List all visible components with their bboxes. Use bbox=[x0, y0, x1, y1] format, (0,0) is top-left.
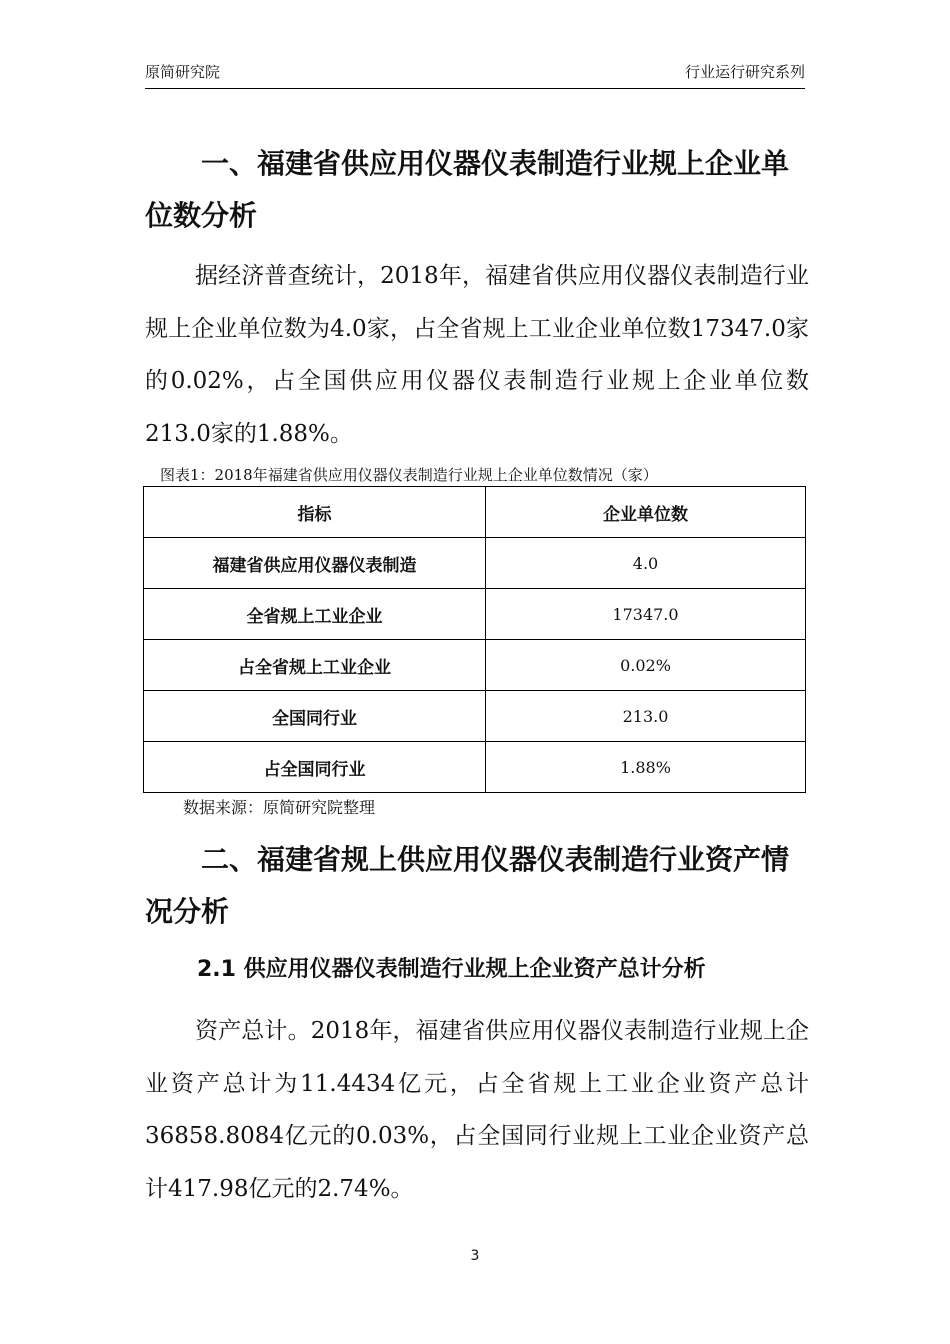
header-count: 企业单位数 bbox=[486, 487, 806, 538]
page-number: 3 bbox=[470, 1248, 480, 1264]
table-row bbox=[144, 742, 806, 793]
page-header bbox=[145, 62, 805, 89]
row-label: 全国同行业 bbox=[144, 691, 486, 742]
table-source: 数据来源：原简研究院整理 bbox=[183, 798, 376, 817]
row-value: 17347.0 bbox=[486, 589, 806, 640]
row-label: 占全国同行业 bbox=[144, 742, 486, 793]
section1-paragraph: 据经济普查统计，2018年，福建省供应用仪器仪表制造行业规上企业单位数为4.0家，占全省规上工业企业单位数17347.0家的0.02%，占全国供应用仪器仪表制造行业规上企业单位数213.0家的1.88%。 bbox=[145, 263, 809, 447]
row-label: 占全省规上工业企业 bbox=[144, 640, 486, 691]
table-row bbox=[144, 640, 806, 691]
section2-subtitle: 2.1 供应用仪器仪表制造行业规上企业资产总计分析 bbox=[197, 957, 706, 982]
section1-title: 一、福建省供应用仪器仪表制造行业规上企业单位数分析 bbox=[145, 147, 790, 232]
table-row bbox=[144, 538, 806, 589]
header-org: 原简研究院 bbox=[145, 63, 221, 81]
table-caption: 图表1：2018年福建省供应用仪器仪表制造行业规上企业单位数情况（家） bbox=[160, 466, 658, 484]
row-value: 4.0 bbox=[486, 538, 806, 589]
table-header-row bbox=[144, 487, 806, 538]
table-row bbox=[144, 589, 806, 640]
data-table bbox=[143, 486, 806, 793]
table-row bbox=[144, 691, 806, 742]
row-label: 福建省供应用仪器仪表制造 bbox=[144, 538, 486, 589]
section2-paragraph: 资产总计。2018年，福建省供应用仪器仪表制造行业规上企业资产总计为11.4434亿元，占全省规上工业企业资产总计36858.8084亿元的0.03%，占全国同行业规上工业企业资产总计417.98亿元的2.74%。 bbox=[145, 1018, 809, 1202]
row-value: 1.88% bbox=[486, 742, 806, 793]
row-value: 0.02% bbox=[486, 640, 806, 691]
section2-title: 二、福建省规上供应用仪器仪表制造行业资产情况分析 bbox=[145, 843, 790, 928]
header-indicator: 指标 bbox=[144, 487, 486, 538]
row-value: 213.0 bbox=[486, 691, 806, 742]
row-label: 全省规上工业企业 bbox=[144, 589, 486, 640]
header-series: 行业运行研究系列 bbox=[684, 63, 805, 81]
